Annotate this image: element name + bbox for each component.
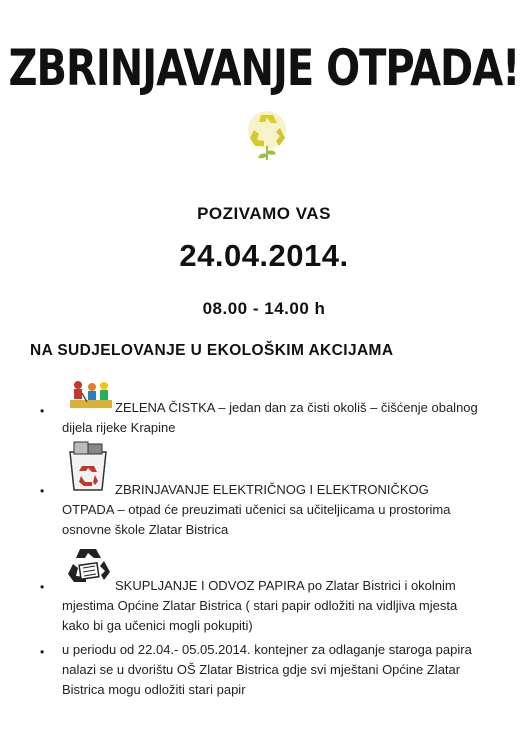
- item-2-line-3: osnovne škole Zlatar Bistrica: [62, 522, 229, 537]
- item-1-line-2: dijela rijeke Krapine: [62, 420, 176, 435]
- item-2-line-2: OTPADA – otpad će preuzimati učenici sa učiteljicama u prostorima: [62, 502, 451, 517]
- paper-recycling-icon: [64, 546, 114, 588]
- actions-subtitle: NA SUDJELOVANJE U EKOLOŠKIM AKCIJAMA: [30, 342, 394, 359]
- event-date: 24.04.2014.: [179, 238, 349, 273]
- item-1-line-1: ZELENA ČISTKA – jedan dan za čisti okoliš – čišćenje obalnog: [115, 400, 478, 415]
- item-3-line-1: SKUPLJANJE I ODVOZ PAPIRA po Zlatar Bistrici i okolnim: [115, 578, 456, 593]
- item-4-line-3: Bistrica mogu odložiti stari papir: [62, 682, 246, 697]
- invitation-heading: POZIVAMO VAS: [197, 204, 331, 223]
- event-time: 08.00 - 14.00 h: [202, 299, 326, 318]
- item-2-line-1: ZBRINJAVANJE ELEKTRIČNOG I ELEKTRONIČKOG: [115, 482, 429, 497]
- item-3-line-2: mjestima Općine Zlatar Bistrica ( stari papir odložiti na vidljiva mjesta: [62, 598, 458, 613]
- item-4-line-1: u periodu od 22.04.- 05.05.2014. kontejner za odlaganje staroga papira: [62, 642, 472, 657]
- bullet-1: •: [40, 404, 45, 418]
- bullet-4: •: [40, 645, 45, 659]
- electronic-waste-icon: [64, 440, 112, 492]
- recycle-logo-icon: [240, 108, 294, 166]
- bullet-2: •: [40, 484, 45, 498]
- children-cleaning-icon: [68, 378, 114, 410]
- poster-title: ZBRINJAVANJE OTPADA!: [8, 40, 520, 98]
- item-4-line-2: nalazi se u dvorištu OŠ Zlatar Bistrica gdje svi mještani Općine Zlatar: [62, 662, 461, 677]
- item-3-line-3: kako bi ga učenici mogli pokupiti): [62, 618, 253, 633]
- bullet-3: •: [40, 580, 45, 594]
